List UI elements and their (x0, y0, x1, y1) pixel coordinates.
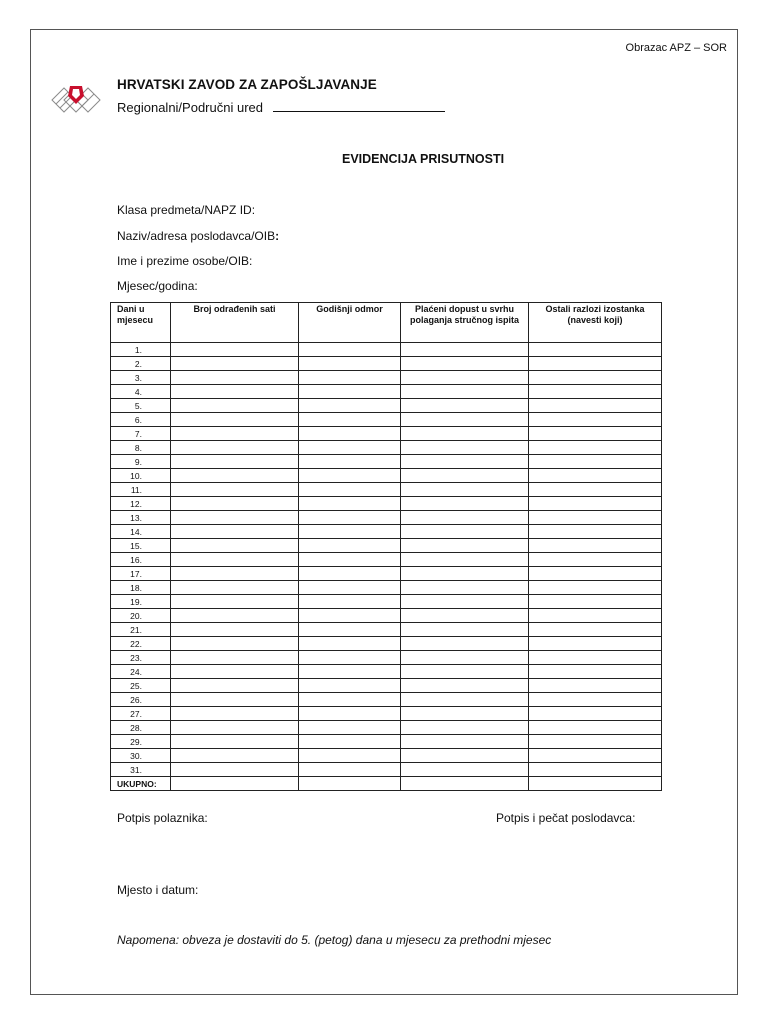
entry-cell[interactable] (299, 469, 401, 483)
entry-cell[interactable] (299, 539, 401, 553)
entry-cell[interactable] (401, 777, 529, 791)
day-number: 21. (111, 623, 171, 637)
table-row (111, 749, 662, 763)
entry-cell[interactable] (171, 623, 299, 637)
entry-cell[interactable] (171, 553, 299, 567)
entry-cell[interactable] (171, 455, 299, 469)
table-row (111, 441, 662, 455)
day-number: 27. (111, 707, 171, 721)
day-number: 13. (111, 511, 171, 525)
field-case-id[interactable]: Klasa predmeta/NAPZ ID: (117, 203, 256, 217)
entry-cell[interactable] (401, 413, 529, 427)
entry-cell[interactable] (401, 693, 529, 707)
entry-cell[interactable] (299, 623, 401, 637)
entry-cell[interactable] (299, 651, 401, 665)
entry-cell[interactable] (299, 581, 401, 595)
table-row (111, 343, 662, 357)
entry-cell[interactable] (171, 343, 299, 357)
entry-cell[interactable] (401, 749, 529, 763)
entry-cell[interactable] (401, 665, 529, 679)
entry-cell[interactable] (171, 763, 299, 777)
entry-cell[interactable] (171, 357, 299, 371)
entry-cell[interactable] (401, 553, 529, 567)
entry-cell[interactable] (299, 707, 401, 721)
entry-cell[interactable] (401, 735, 529, 749)
entry-cell[interactable] (529, 413, 662, 427)
field-person[interactable]: Ime i prezime osobe/OIB: (117, 254, 253, 268)
entry-cell[interactable] (401, 371, 529, 385)
table-row (111, 497, 662, 511)
entry-cell[interactable] (171, 539, 299, 553)
entry-cell[interactable] (299, 777, 401, 791)
entry-cell[interactable] (401, 595, 529, 609)
entry-cell[interactable] (401, 511, 529, 525)
table-row (111, 637, 662, 651)
entry-cell[interactable] (401, 427, 529, 441)
entry-cell[interactable] (171, 497, 299, 511)
entry-cell[interactable] (299, 357, 401, 371)
table-row (111, 651, 662, 665)
entry-cell[interactable] (401, 581, 529, 595)
entry-cell[interactable] (401, 441, 529, 455)
table-header-row (111, 303, 662, 343)
day-number: 12. (111, 497, 171, 511)
table-row (111, 511, 662, 525)
table-row (111, 483, 662, 497)
entry-cell[interactable] (171, 399, 299, 413)
entry-cell[interactable] (401, 721, 529, 735)
field-month-year[interactable]: Mjesec/godina: (117, 279, 198, 293)
entry-cell[interactable] (299, 441, 401, 455)
entry-cell[interactable] (529, 441, 662, 455)
place-date-label: Mjesto i datum: (117, 883, 199, 897)
day-number: 22. (111, 637, 171, 651)
entry-cell[interactable] (529, 525, 662, 539)
entry-cell[interactable] (299, 525, 401, 539)
day-number: 19. (111, 595, 171, 609)
day-number: 31. (111, 763, 171, 777)
entry-cell[interactable] (299, 721, 401, 735)
entry-cell[interactable] (529, 455, 662, 469)
entry-cell[interactable] (529, 707, 662, 721)
entry-cell[interactable] (299, 637, 401, 651)
day-number: 17. (111, 567, 171, 581)
table-row (111, 371, 662, 385)
table-row (111, 539, 662, 553)
total-row (111, 777, 662, 791)
field-employer[interactable]: Naziv/adresa poslodavca/OIB: (117, 229, 280, 243)
entry-cell[interactable] (171, 777, 299, 791)
table-row (111, 581, 662, 595)
entry-cell[interactable] (171, 721, 299, 735)
entry-cell[interactable] (529, 595, 662, 609)
entry-cell[interactable] (171, 693, 299, 707)
entry-cell[interactable] (171, 385, 299, 399)
day-number: 11. (111, 483, 171, 497)
entry-cell[interactable] (299, 497, 401, 511)
entry-cell[interactable] (529, 497, 662, 511)
entry-cell[interactable] (529, 609, 662, 623)
employer-signature-label: Potpis i pečat poslodavca: (496, 811, 636, 825)
entry-cell[interactable] (171, 567, 299, 581)
entry-cell[interactable] (401, 343, 529, 357)
entry-cell[interactable] (401, 651, 529, 665)
table-row (111, 721, 662, 735)
day-number: 25. (111, 679, 171, 693)
participant-signature-label: Potpis polaznika: (117, 811, 208, 825)
table-row (111, 553, 662, 567)
table-row (111, 693, 662, 707)
entry-cell[interactable] (299, 763, 401, 777)
entry-cell[interactable] (401, 469, 529, 483)
table-row (111, 679, 662, 693)
entry-cell[interactable] (401, 707, 529, 721)
entry-cell[interactable] (529, 385, 662, 399)
day-number: 5. (111, 399, 171, 413)
entry-cell[interactable] (171, 511, 299, 525)
entry-cell[interactable] (299, 665, 401, 679)
entry-cell[interactable] (171, 665, 299, 679)
entry-cell[interactable] (529, 553, 662, 567)
entry-cell[interactable] (171, 469, 299, 483)
entry-cell[interactable] (529, 357, 662, 371)
office-blank-line[interactable] (273, 100, 445, 112)
table-row (111, 707, 662, 721)
entry-cell[interactable] (529, 567, 662, 581)
table-row (111, 427, 662, 441)
table-row (111, 525, 662, 539)
entry-cell[interactable] (171, 609, 299, 623)
entry-cell[interactable] (299, 427, 401, 441)
day-number: 29. (111, 735, 171, 749)
note: Napomena: obveza je dostaviti do 5. (petog) dana u mjesecu za prethodni mjesec (117, 933, 552, 947)
entry-cell[interactable] (401, 637, 529, 651)
table-row (111, 455, 662, 469)
entry-cell[interactable] (299, 371, 401, 385)
entry-cell[interactable] (299, 595, 401, 609)
entry-cell[interactable] (529, 343, 662, 357)
entry-cell[interactable] (401, 609, 529, 623)
day-number: 8. (111, 441, 171, 455)
day-number: 16. (111, 553, 171, 567)
entry-cell[interactable] (171, 371, 299, 385)
entry-cell[interactable] (299, 749, 401, 763)
entry-cell[interactable] (529, 735, 662, 749)
entry-cell[interactable] (171, 581, 299, 595)
entry-cell[interactable] (299, 511, 401, 525)
entry-cell[interactable] (171, 735, 299, 749)
entry-cell[interactable] (299, 413, 401, 427)
total-label: UKUPNO: (111, 777, 171, 791)
office-label: Regionalni/Područni ured (117, 100, 263, 115)
table-row (111, 413, 662, 427)
table-row (111, 735, 662, 749)
entry-cell[interactable] (529, 469, 662, 483)
table-row (111, 399, 662, 413)
entry-cell[interactable] (299, 567, 401, 581)
table-row (111, 609, 662, 623)
day-number: 15. (111, 539, 171, 553)
entry-cell[interactable] (299, 399, 401, 413)
entry-cell[interactable] (529, 749, 662, 763)
table-row (111, 469, 662, 483)
day-number: 9. (111, 455, 171, 469)
entry-cell[interactable] (171, 749, 299, 763)
table-row (111, 665, 662, 679)
entry-cell[interactable] (529, 483, 662, 497)
table-row (111, 763, 662, 777)
entry-cell[interactable] (529, 665, 662, 679)
entry-cell[interactable] (529, 539, 662, 553)
header-annual-leave: Godišnji odmor (299, 303, 401, 343)
entry-cell[interactable] (299, 735, 401, 749)
day-number: 7. (111, 427, 171, 441)
entry-cell[interactable] (299, 343, 401, 357)
entry-cell[interactable] (401, 399, 529, 413)
entry-cell[interactable] (171, 525, 299, 539)
entry-cell[interactable] (529, 427, 662, 441)
entry-cell[interactable] (401, 497, 529, 511)
header-hours-worked: Broj odrađenih sati (171, 303, 299, 343)
entry-cell[interactable] (529, 721, 662, 735)
entry-cell[interactable] (529, 651, 662, 665)
day-number: 3. (111, 371, 171, 385)
entry-cell[interactable] (171, 427, 299, 441)
day-number: 28. (111, 721, 171, 735)
entry-cell[interactable] (529, 763, 662, 777)
day-number: 4. (111, 385, 171, 399)
table-row (111, 357, 662, 371)
entry-cell[interactable] (401, 483, 529, 497)
day-number: 14. (111, 525, 171, 539)
table-row (111, 623, 662, 637)
entry-cell[interactable] (529, 511, 662, 525)
table-row (111, 385, 662, 399)
entry-cell[interactable] (171, 679, 299, 693)
form-code: Obrazac APZ – SOR (625, 42, 727, 54)
entry-cell[interactable] (171, 707, 299, 721)
day-number: 23. (111, 651, 171, 665)
attendance-table (110, 302, 662, 791)
entry-cell[interactable] (401, 455, 529, 469)
entry-cell[interactable] (401, 539, 529, 553)
header-other-reasons: Ostali razlozi izostanka (navesti koji) (529, 303, 662, 343)
entry-cell[interactable] (529, 693, 662, 707)
entry-cell[interactable] (171, 441, 299, 455)
organization-name: HRVATSKI ZAVOD ZA ZAPOŠLJAVANJE (117, 77, 377, 92)
entry-cell[interactable] (529, 777, 662, 791)
day-number: 6. (111, 413, 171, 427)
day-number: 20. (111, 609, 171, 623)
entry-cell[interactable] (401, 763, 529, 777)
entry-cell[interactable] (299, 679, 401, 693)
entry-cell[interactable] (401, 385, 529, 399)
entry-cell[interactable] (171, 595, 299, 609)
entry-cell[interactable] (171, 651, 299, 665)
entry-cell[interactable] (171, 637, 299, 651)
entry-cell[interactable] (171, 413, 299, 427)
header-paid-leave: Plaćeni dopust u svrhu polaganja stručnog ispita (401, 303, 529, 343)
day-number: 1. (111, 343, 171, 357)
entry-cell[interactable] (401, 525, 529, 539)
document-title: EVIDENCIJA PRISUTNOSTI (342, 152, 505, 166)
day-number: 2. (111, 357, 171, 371)
entry-cell[interactable] (299, 483, 401, 497)
entry-cell[interactable] (529, 371, 662, 385)
table-row (111, 595, 662, 609)
entry-cell[interactable] (401, 567, 529, 581)
office-line (117, 100, 445, 115)
entry-cell[interactable] (529, 581, 662, 595)
entry-cell[interactable] (299, 609, 401, 623)
entry-cell[interactable] (529, 637, 662, 651)
day-number: 10. (111, 469, 171, 483)
entry-cell[interactable] (299, 455, 401, 469)
entry-cell[interactable] (529, 399, 662, 413)
entry-cell[interactable] (299, 693, 401, 707)
entry-cell[interactable] (171, 483, 299, 497)
entry-cell[interactable] (401, 679, 529, 693)
day-number: 30. (111, 749, 171, 763)
hzz-logo (48, 80, 104, 120)
entry-cell[interactable] (529, 679, 662, 693)
day-number: 26. (111, 693, 171, 707)
entry-cell[interactable] (529, 623, 662, 637)
header-days: Dani u mjesecu (111, 303, 171, 343)
entry-cell[interactable] (299, 385, 401, 399)
day-number: 18. (111, 581, 171, 595)
entry-cell[interactable] (299, 553, 401, 567)
table-row (111, 567, 662, 581)
entry-cell[interactable] (401, 357, 529, 371)
day-number: 24. (111, 665, 171, 679)
entry-cell[interactable] (401, 623, 529, 637)
